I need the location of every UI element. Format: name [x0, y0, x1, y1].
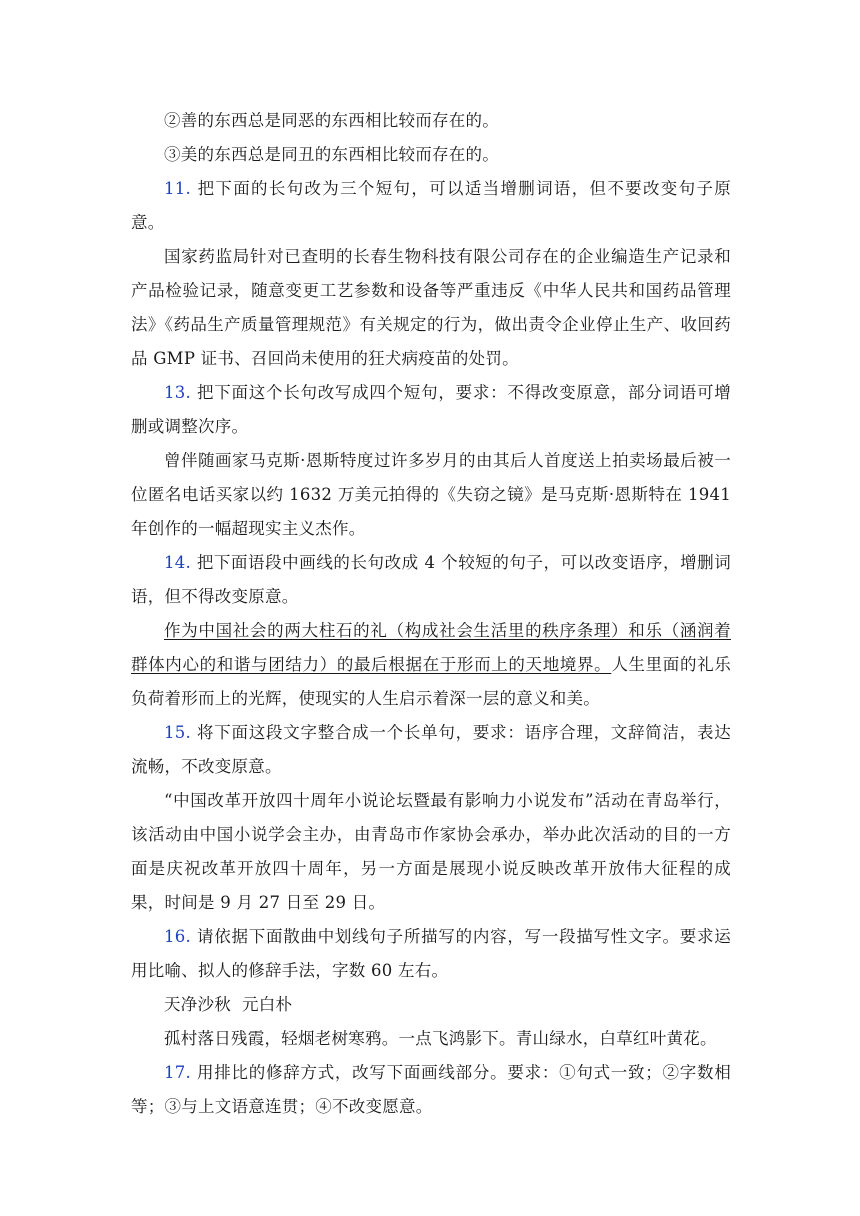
material-text: 国家药监局针对已查明的长春生物科技有限公司存在的企业编造生产记录和产品检验记录，随意变更工艺参数和设备等严重违反《中华人民共和国药品管理法》《药品生产质量管理规范》有关规定的行为，做出责令企业停止生产、收回药品 GMP 证书、召回尚未使用的狂犬病疫苗的处罚。: [131, 247, 731, 368]
question-number: 11.: [164, 179, 191, 198]
poem-line: 孤村落日残霞，轻烟老树寒鸦。一点飞鸿影下。青山绿水，白草红叶黄花。: [164, 1029, 717, 1048]
poem-title-text: 天净沙秋 元白朴: [164, 995, 293, 1014]
question-prompt: 将下面这段文字整合成一个长单句，要求：语序合理，文辞简洁，表达流畅，不改变原意。: [131, 723, 732, 776]
question-14-material: [131, 614, 731, 716]
material-text: “中国改革开放四十周年小说论坛暨最有影响力小说发布”活动在青岛举行，该活动由中国小说学会主办，由青岛市作家协会承办，举办此次活动的目的一方面是庆祝改革开放四十周年，另一方面是展现小说反映改革开放伟大征程的成果，时间是 9 月 27 日至 29 日。: [131, 791, 731, 912]
question-11: [131, 172, 731, 240]
question-number: 13.: [164, 383, 191, 402]
poem-text: [131, 1022, 731, 1056]
question-prompt: 用排比的修辞方式，改写下面画线部分。要求：①句式一致；②字数相等；③与上文语意连贯；④不改变愿意。: [131, 1063, 732, 1116]
question-number: 14.: [164, 553, 191, 572]
question-prompt: 把下面语段中画线的长句改成 4 个较短的句子，可以改变语序，增删词语，但不得改变原意。: [131, 553, 731, 606]
question-13: [131, 376, 731, 444]
underlined-sentence: 作为中国社会的两大柱石的礼（构成社会生活里的秩序条理）和乐（涵润着群体内心的和谐与团结力）的最后根据在于形而上的天地境界。: [131, 621, 731, 674]
question-14: [131, 546, 731, 614]
question-17: [131, 1056, 731, 1124]
paragraph-text: ③美的东西总是同丑的东西相比较而存在的。: [164, 145, 499, 164]
paragraph-item-2: [131, 104, 731, 138]
question-13-material: [131, 444, 731, 546]
paragraph-text: ②善的东西总是同恶的东西相比较而存在的。: [164, 111, 499, 130]
paragraph-item-3: [131, 138, 731, 172]
question-prompt: 把下面的长句改为三个短句，可以适当增删词语，但不要改变句子原意。: [131, 179, 731, 232]
question-11-material: [131, 240, 731, 376]
question-prompt: 把下面这个长句改写成四个短句，要求：不得改变原意，部分词语可增删或调整次序。: [131, 383, 732, 436]
document-body: [131, 104, 731, 1124]
question-number: 17.: [164, 1063, 191, 1082]
question-prompt: 请依据下面散曲中划线句子所描写的内容，写一段描写性文字。要求运用比喻、拟人的修辞手法，字数 60 左右。: [131, 927, 732, 980]
question-number: 15.: [164, 723, 191, 742]
question-15-material: [131, 784, 731, 920]
material-text: 曾伴随画家马克斯·恩斯特度过许多岁月的由其后人首度送上拍卖场最后被一位匿名电话买家以约 1632 万美元拍得的《失窃之镜》是马克斯·恩斯特在 1941 年创作的一幅超现实主义杰作。: [131, 451, 731, 538]
material-text: 人生里面的礼乐负荷着形而上的光辉，使现实的人生启示着深一层的意义和美。: [131, 655, 732, 708]
question-16: [131, 920, 731, 988]
question-number: 16.: [164, 927, 191, 946]
poem-title: [131, 988, 731, 1022]
question-15: [131, 716, 731, 784]
